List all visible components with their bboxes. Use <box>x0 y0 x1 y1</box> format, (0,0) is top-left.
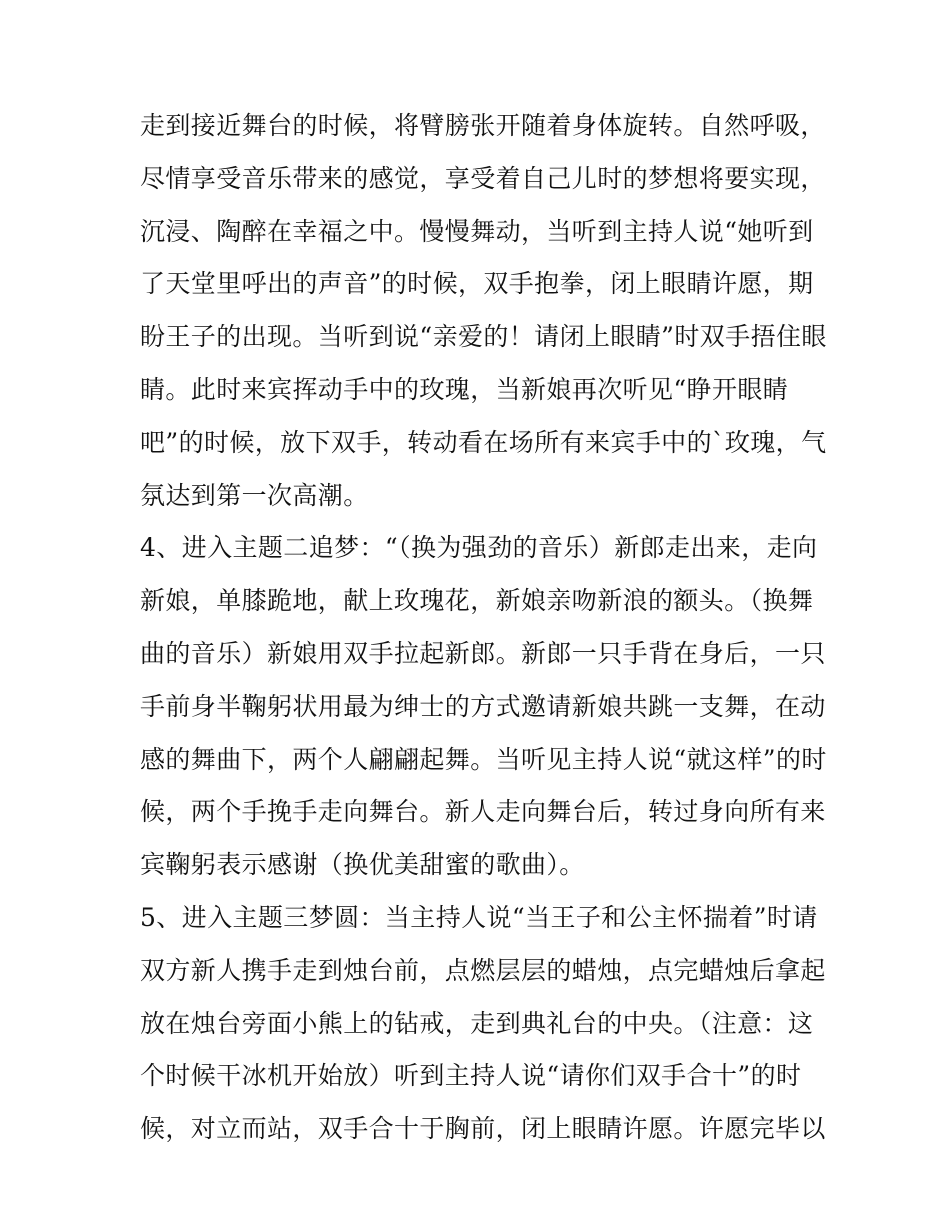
text-line: 尽情享受音乐带来的感觉，享受着自己儿时的梦想将要实现， <box>140 163 826 193</box>
text-line: 5、进入主题三梦圆：当主持人说“当王子和公主怀揣着”时请 <box>140 902 818 932</box>
text-line: 双方新人携手走到烛台前，点燃层层的蜡烛，点完蜡烛后拿起 <box>140 955 826 985</box>
text-line: 候，对立而站，双手合十于胸前，闭上眼睛许愿。许愿完毕以 <box>140 1114 826 1144</box>
text-line: 沉浸、陶醉在幸福之中。慢慢舞动，当听到主持人说“她听到 <box>140 216 814 246</box>
text-line: 氛达到第一次高潮。 <box>140 480 369 510</box>
text-line: 感的舞曲下，两个人翩翩起舞。当听见主持人说“就这样”的时 <box>140 744 827 774</box>
text-line: 了天堂里呼出的声音”的时候，双手抱拳，闭上眼睛许愿，期 <box>140 269 814 299</box>
text-line: 手前身半鞠躬状用最为绅士的方式邀请新娘共跳一支舞，在动 <box>140 691 826 721</box>
text-line: 走到接近舞台的时候，将臂膀张开随着身体旋转。自然呼吸， <box>140 111 826 140</box>
text-line: 盼王子的出现。当听到说“亲爱的！请闭上眼睛”时双手捂住眼 <box>140 322 827 352</box>
text-line: 宾鞠躬表示感谢（换优美甜蜜的歌曲）。 <box>140 850 585 880</box>
text-line: 新娘，单膝跪地，献上玫瑰花，新娘亲吻新浪的额头。（换舞 <box>140 586 814 616</box>
body-text <box>140 100 830 1156</box>
text-line: 4、进入主题二追梦：“（换为强劲的音乐）新郎走出来，走向 <box>140 533 818 563</box>
text-line: 个时候干冰机开始放）听到主持人说“请你们双手合十”的时 <box>140 1061 802 1091</box>
text-line: 曲的音乐）新娘用双手拉起新郎。新郎一只手背在身后，一只 <box>140 638 826 668</box>
text-line: 放在烛台旁面小熊上的钻戒，走到典礼台的中央。（注意：这 <box>140 1008 814 1038</box>
text-line: 吧”的时候，放下双手，转动看在场所有来宾手中的`玫瑰，气 <box>140 427 827 457</box>
text-line: 候，两个手挽手走向舞台。新人走向舞台后，转过身向所有来 <box>140 797 826 827</box>
text-line: 睛。此时来宾挥动手中的玫瑰，当新娘再次听见“睁开眼睛 <box>140 374 789 404</box>
